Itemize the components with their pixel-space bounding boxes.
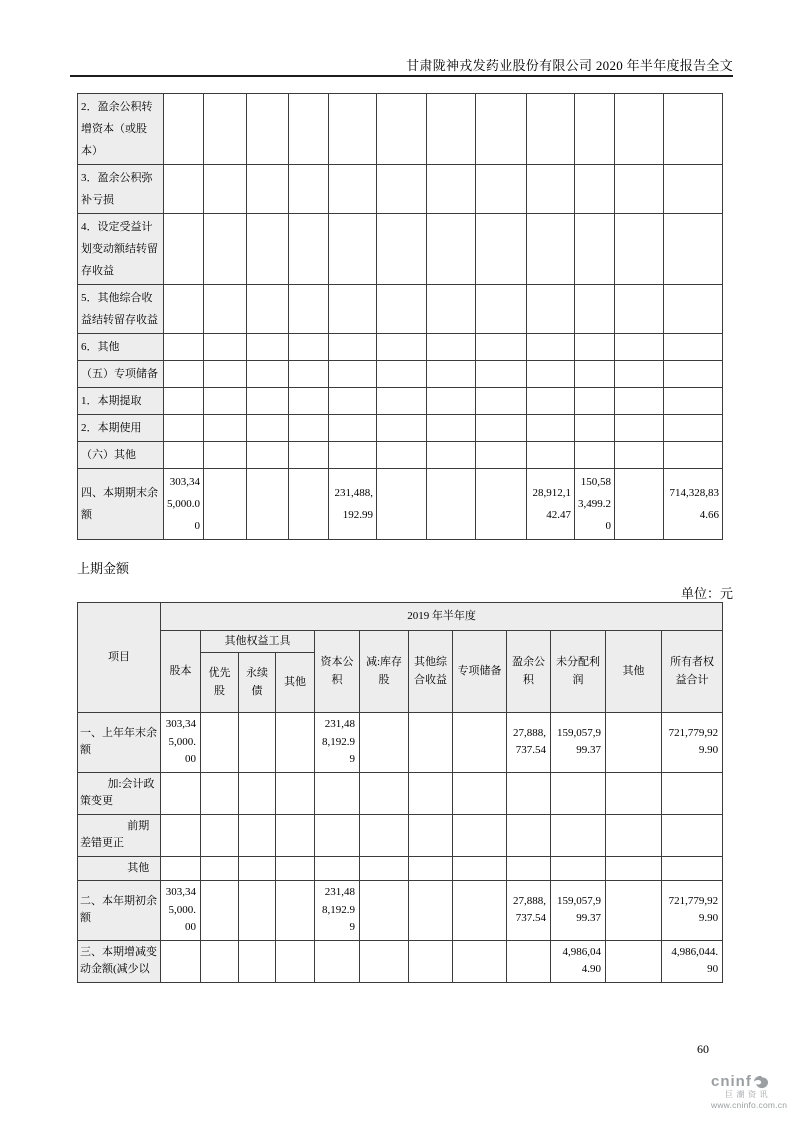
cell-empty [377,469,427,540]
cell-empty [239,814,276,856]
cell-empty [377,94,427,165]
table-row [78,772,723,814]
cell-empty [427,165,476,214]
cell-empty [575,415,615,442]
cell-empty [239,881,276,941]
logo-chinese-name: 巨潮资讯 [725,1089,771,1099]
cell-empty [360,940,409,982]
cell-empty [615,285,664,334]
cell-empty [476,334,527,361]
cell-empty [201,772,239,814]
cell-empty [164,165,204,214]
cell-empty [329,388,377,415]
col-header-share-capital: 股本 [161,631,201,713]
cell-empty [453,881,507,941]
cell-empty [664,388,723,415]
cell-empty [289,388,329,415]
cell-empty [164,285,204,334]
cell-value: 159,057,999.37 [551,881,606,941]
equity-statement-prior-period-table [77,602,723,983]
cell-empty [204,165,247,214]
cell-empty [476,94,527,165]
report-header-title: 甘肃陇神戎发药业股份有限公司 2020 年半年度报告全文 [406,58,733,73]
cell-empty [247,165,289,214]
table-row [78,856,723,881]
cell-empty [377,285,427,334]
header-rule [70,75,733,77]
cell-empty [575,94,615,165]
cell-empty [615,334,664,361]
table-row [78,713,723,773]
row-label: 加:会计政策变更 [78,772,161,814]
cell-empty [527,415,575,442]
cell-empty [329,285,377,334]
cell-empty [615,469,664,540]
cell-empty [453,772,507,814]
cell-empty [204,469,247,540]
cell-empty [360,881,409,941]
cell-value: 714,328,834.66 [664,469,723,540]
cell-empty [315,814,360,856]
cell-value: 231,488,192.99 [315,881,360,941]
cell-empty [204,214,247,285]
cell-empty [664,361,723,388]
cell-empty [201,940,239,982]
cell-empty [606,940,662,982]
col-header-less-treasury: 减:库存股 [360,631,409,713]
cell-empty [329,334,377,361]
col-header-other: 其他 [606,631,662,713]
cell-empty [164,94,204,165]
col-header-perpetual: 永续债 [239,653,276,713]
table-row [78,214,723,285]
cell-empty [662,814,723,856]
cell-value: 159,057,999.37 [551,713,606,773]
col-header-item: 项目 [78,603,161,713]
cell-empty [606,814,662,856]
cell-empty [289,334,329,361]
cell-empty [329,94,377,165]
row-label: 前期差错更正 [78,814,161,856]
row-label: 2．盈余公积转增资本（或股本） [78,94,164,165]
cell-empty [551,856,606,881]
equity-statement-current-period-table [77,93,723,540]
cell-value: 721,779,929.90 [662,881,723,941]
cell-empty [329,442,377,469]
cell-empty [507,940,551,982]
cell-empty [427,94,476,165]
cell-empty [664,94,723,165]
row-label: 5．其他综合收益结转留存收益 [78,285,164,334]
col-header-total-equity: 所有者权益合计 [662,631,723,713]
cell-empty [527,361,575,388]
cell-empty [427,334,476,361]
row-label: 一、上年年末余额 [78,713,161,773]
cell-empty [201,881,239,941]
cell-empty [329,361,377,388]
cell-empty [276,881,315,941]
cell-empty [204,361,247,388]
period-header: 2019 年半年度 [161,603,723,631]
cell-empty [615,388,664,415]
cell-empty [575,388,615,415]
row-label: 二、本年期初余额 [78,881,161,941]
table-row [78,814,723,856]
cell-empty [164,334,204,361]
cell-value: 27,888,737.54 [507,881,551,941]
cell-empty [204,285,247,334]
row-label: （五）专项储备 [78,361,164,388]
cell-empty [409,713,453,773]
cell-empty [201,713,239,773]
cell-empty [289,214,329,285]
cell-empty [247,214,289,285]
cell-empty [453,814,507,856]
cell-empty [377,388,427,415]
cell-empty [239,713,276,773]
cell-empty [289,94,329,165]
cell-empty [204,94,247,165]
equity-table-body [78,94,723,540]
cell-empty [164,361,204,388]
cell-empty [453,713,507,773]
row-label: 其他 [78,856,161,881]
cell-empty [664,285,723,334]
cell-empty [239,940,276,982]
cell-empty [615,214,664,285]
cell-empty [247,361,289,388]
cell-empty [329,214,377,285]
table-row [78,881,723,941]
cell-empty [247,442,289,469]
cell-empty [377,165,427,214]
cell-empty [409,881,453,941]
col-header-special-reserve: 专项储备 [453,631,507,713]
cell-empty [289,165,329,214]
cell-empty [476,285,527,334]
cell-empty [315,772,360,814]
cell-value: 231,488,192.99 [315,713,360,773]
cell-empty [360,713,409,773]
cell-empty [164,388,204,415]
cell-value: 303,345,000.00 [161,713,201,773]
equity-table-body [78,713,723,983]
cell-empty [664,334,723,361]
cell-empty [329,415,377,442]
cell-value: 4,986,044.90 [551,940,606,982]
cell-empty [427,361,476,388]
cell-empty [476,388,527,415]
cell-empty [289,469,329,540]
cell-empty [164,214,204,285]
cell-value: 27,888,737.54 [507,713,551,773]
col-header-capital-reserve: 资本公积 [315,631,360,713]
cell-empty [276,856,315,881]
cell-empty [409,940,453,982]
cell-empty [204,415,247,442]
cninfo-logo [711,1074,791,1111]
cell-empty [615,442,664,469]
row-label: 2．本期使用 [78,415,164,442]
cell-empty [453,940,507,982]
cell-empty [289,285,329,334]
cell-empty [575,214,615,285]
logo-url-text: www.cninfo.com.cn [711,1100,788,1111]
cell-value: 150,583,499.20 [575,469,615,540]
cell-empty [289,415,329,442]
cell-empty [427,469,476,540]
cell-empty [377,334,427,361]
cell-empty [551,772,606,814]
cell-empty [377,214,427,285]
cell-empty [453,856,507,881]
cell-empty [315,856,360,881]
prior-period-section-label: 上期金额 [77,561,130,576]
cell-value: 721,779,929.90 [662,713,723,773]
cell-empty [575,285,615,334]
cell-empty [360,814,409,856]
row-label: 6．其他 [78,334,164,361]
cell-empty [377,361,427,388]
cell-empty [662,856,723,881]
cell-empty [575,334,615,361]
cell-empty [409,856,453,881]
cell-empty [662,772,723,814]
cell-empty [427,285,476,334]
cell-empty [204,442,247,469]
row-label: 3．盈余公积弥补亏损 [78,165,164,214]
page-number: 60 [697,1042,709,1056]
unit-label: 单位：元 [680,586,733,601]
cell-empty [606,713,662,773]
cell-empty [427,214,476,285]
col-header-surplus-reserve: 盈余公积 [507,631,551,713]
cell-empty [476,214,527,285]
cell-empty [201,856,239,881]
cell-empty [377,415,427,442]
cell-empty [664,415,723,442]
cell-empty [476,469,527,540]
cell-empty [664,165,723,214]
cell-value: 303,345,000.00 [164,469,204,540]
cell-empty [575,165,615,214]
cell-empty [664,214,723,285]
table-row [78,361,723,388]
cell-empty [527,94,575,165]
table-row [78,94,723,165]
cell-value: 28,912,142.47 [527,469,575,540]
cell-empty [615,165,664,214]
cell-empty [276,713,315,773]
col-header-oci: 其他综合收益 [409,631,453,713]
cell-empty [164,442,204,469]
cell-empty [476,361,527,388]
cell-empty [247,388,289,415]
col-header-other-instrument: 其他 [276,653,315,713]
cell-empty [204,388,247,415]
row-label: 四、本期期末余额 [78,469,164,540]
row-label: 1．本期提取 [78,388,164,415]
logo-brand-text: cninf [711,1073,752,1090]
cell-empty [575,442,615,469]
col-header-equity-tools: 其他权益工具 [201,631,315,653]
cell-empty [239,772,276,814]
cell-empty [201,814,239,856]
cell-empty [527,388,575,415]
cell-empty [276,940,315,982]
table-row [78,165,723,214]
cell-empty [289,442,329,469]
cell-empty [615,94,664,165]
cell-empty [606,772,662,814]
table-row [78,469,723,540]
cell-empty [527,334,575,361]
cell-empty [615,415,664,442]
cell-empty [527,442,575,469]
cell-empty [161,856,201,881]
cell-empty [476,442,527,469]
cell-empty [276,772,315,814]
cell-empty [161,772,201,814]
cell-empty [615,361,664,388]
cell-empty [427,388,476,415]
table-row [78,334,723,361]
cell-value: 4,986,044.90 [662,940,723,982]
cell-empty [247,469,289,540]
cell-empty [377,442,427,469]
cell-empty [551,814,606,856]
cell-empty [427,442,476,469]
cell-empty [664,442,723,469]
table-row [78,415,723,442]
cell-empty [606,856,662,881]
cell-empty [575,361,615,388]
cell-empty [164,415,204,442]
col-header-preferred: 优先股 [201,653,239,713]
cell-value: 231,488,192.99 [329,469,377,540]
cell-empty [409,772,453,814]
cell-empty [315,940,360,982]
cell-empty [476,415,527,442]
col-header-retained-earnings: 未分配利润 [551,631,606,713]
table-row [78,388,723,415]
cell-empty [247,334,289,361]
table-row [78,285,723,334]
row-label: 三、本期增减变动金额(减少以 [78,940,161,982]
cell-empty [247,285,289,334]
cell-empty [507,814,551,856]
equity-table-header [78,603,723,713]
cell-empty [606,881,662,941]
row-label: （六）其他 [78,442,164,469]
cell-value: 303,345,000.00 [161,881,201,941]
cell-empty [276,814,315,856]
cell-empty [289,361,329,388]
cell-empty [507,772,551,814]
cell-empty [527,285,575,334]
cell-empty [247,415,289,442]
cell-empty [476,165,527,214]
cell-empty [427,415,476,442]
cell-empty [329,165,377,214]
row-label: 4．设定受益计划变动额结转留存收益 [78,214,164,285]
cell-empty [527,214,575,285]
cell-empty [161,814,201,856]
table-row [78,442,723,469]
cell-empty [239,856,276,881]
cell-empty [409,814,453,856]
cell-empty [360,856,409,881]
cell-empty [527,165,575,214]
cell-empty [507,856,551,881]
cell-empty [247,94,289,165]
cell-empty [161,940,201,982]
cell-empty [360,772,409,814]
table-row [78,940,723,982]
cell-empty [204,334,247,361]
swirl-icon [753,1075,770,1090]
